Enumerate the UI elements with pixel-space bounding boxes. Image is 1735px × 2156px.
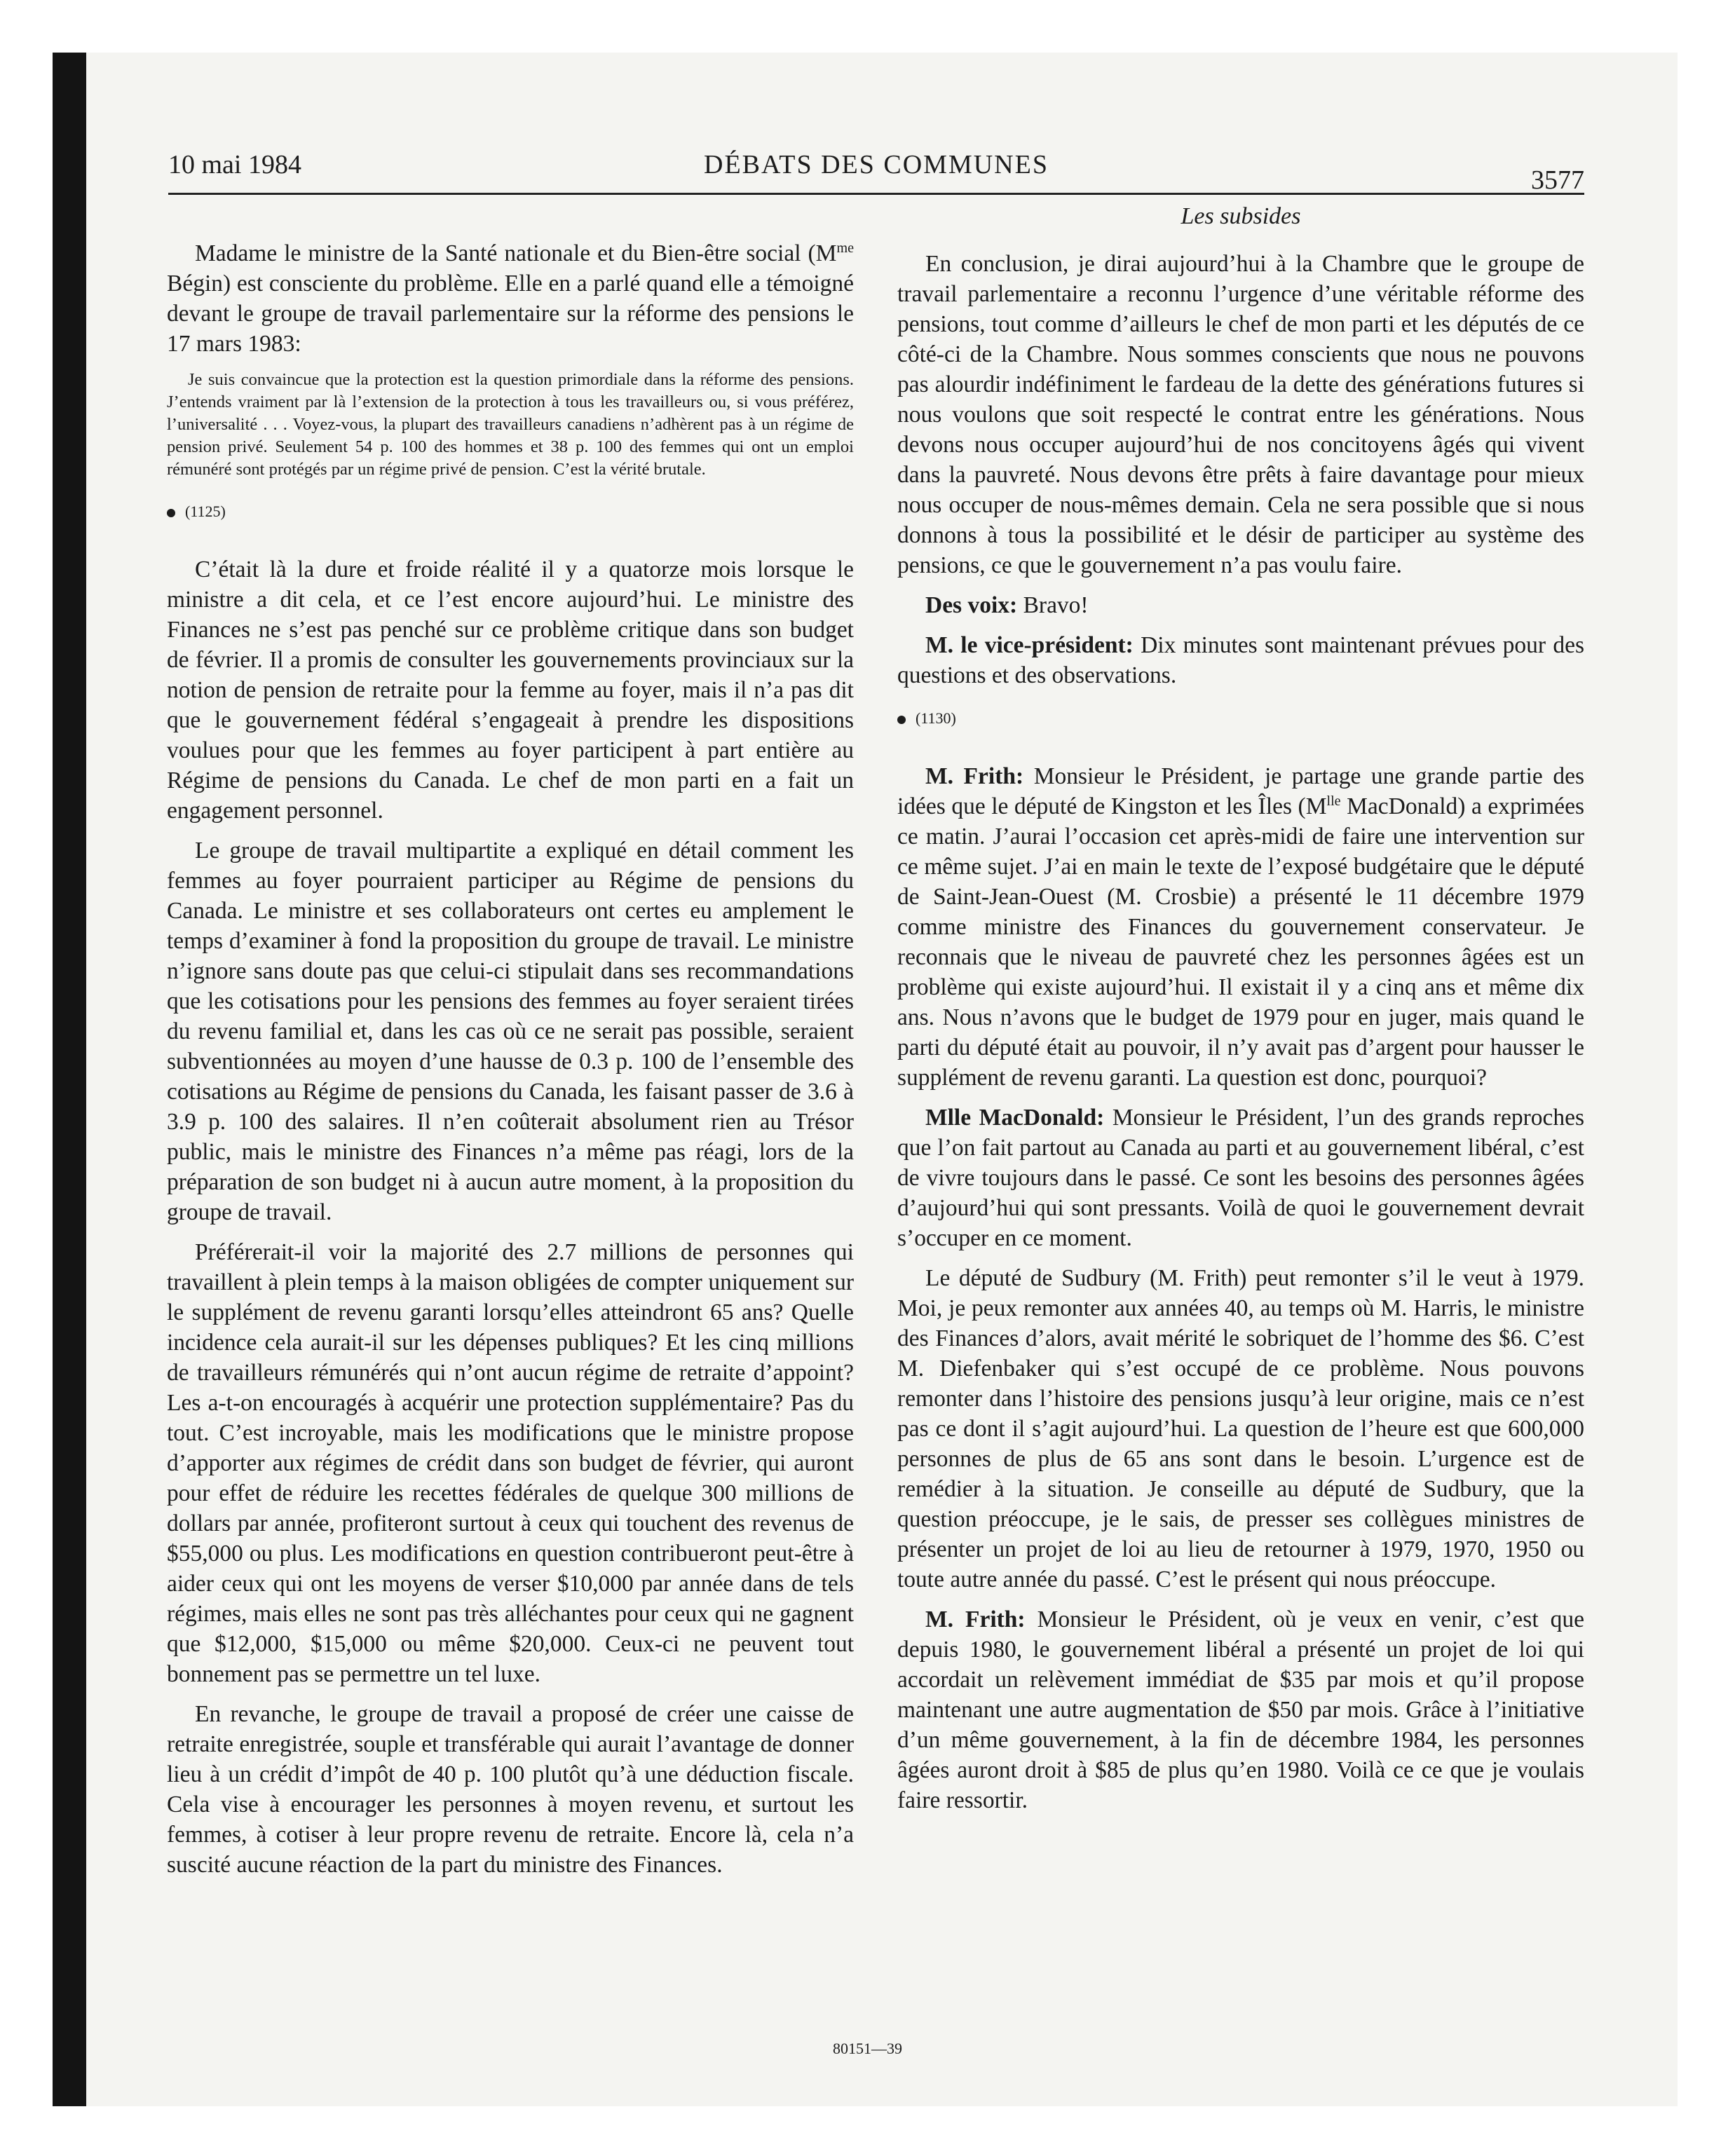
header-title: DÉBATS DES COMMUNES [704,150,1049,179]
speech-macdonald: Mlle MacDonald: Monsieur le Président, l’un des grands reproches que l’on fait partout au Canada au parti et au gouvernement libéral, c’est de vivre toujours dans le passé. Ce sont les besoins des personnes âgées d’aujourd’hui qui sont pressants. Voilà de quoi le gouvernement devrait s’occuper en ce moment. [897,1105,1584,1251]
paragraph: Madame le ministre de la Santé nationale et du Bien-être social ($M^{me}$ Bégin) est consciente du problème. Elle en a parlé quand elle a témoigné devant le groupe de travail parlementaire sur la réforme des pensions le 17 mars 1983: [167,240,854,357]
right-column [897,249,1584,1825]
speech-voices: Des voix: Bravo! [925,592,1089,618]
header-date: 10 mai 1984 [168,150,301,179]
speaker-name: M. Frith: [925,1606,1026,1632]
paragraph: Le groupe de travail multipartite a expliqué en détail comment les femmes au foyer pourraient participer au Régime de pensions du Canada. Le ministre et ses collaborateurs ont certes eu amplement le temps d’examiner à fond la proposition du groupe de travail. Le ministre n’ignore sans doute pas que celui-ci stipulait dans ses recommandations que les cotisations pour les pensions des femmes au foyer seraient tirées du revenu familial et, dans les cas où ce ne serait pas possible, seraient subventionnées au moyen d’une hausse de 0.3 p. 100 de l’ensemble des cotisations au Régime de pensions du Canada, les faisant passer de 3.6 à 3.9 p. 100 des salaires. Il n’en coûterait absolument rien au Trésor public, mais le ministre des Finances n’a même pas réagi, lors de la préparation de son budget ni à aucun autre moment, à la proposition du groupe de travail. [167,838,854,1225]
paragraph: En conclusion, je dirai aujourd’hui à la Chambre que le groupe de travail parlementaire a reconnu l’urgence d’une véritable réforme des pensions, tout comme d’ailleurs le chef de mon parti et les députés de ce côté-ci de la Chambre. Nous sommes conscients que nous ne pouvons pas alourdir indéfiniment le fardeau de la dette des générations futures si nous voulons que soit respecté le contrat entre les générations. Nous devons nous occuper aujourd’hui de nos concitoyens âgés qui vivent dans la pauvreté. Nous devons être prêts à faire davantage pour mieux nous occuper de nous-mêmes demain. Cela ne sera possible que si nous donnons à tous la possibilité et le désir de participer au système des pensions, ce que le gouvernement n’a pas voulu faire. [897,251,1584,578]
scan-edge [53,53,86,2106]
speaker-name: Des voix: [925,592,1018,618]
header-page-number: 3577 [1531,165,1584,195]
speaker-name: Mlle MacDonald: [925,1105,1105,1131]
paragraph: Le député de Sudbury (M. Frith) peut remonter s’il le veut à 1979. Moi, je peux remonter aux années 40, au temps où M. Harris, le ministre des Finances d’alors, avait mérité le sobriquet de l’homme des $6. C’est M. Diefenbaker qui s’est occupé de ce problème. Nous pouvons remonter dans l’histoire des pensions jusqu’à leur origine, mais ce n’est pas ce dont il s’agit aujourd’hui. La question de l’heure est que 600,000 personnes de plus de 65 ans sont dans le besoin. L’urgence est de remédier à la situation. Je conseille au député de Sudbury, que la question préoccupe, je le sais, de presser ses collègues ministres de présenter un projet de loi au lieu de retourner à 1979, 1970, 1950 ou toute autre année du passé. C’est le présent qui nous préoccupe. [897,1265,1584,1592]
speech-frith: M. Frith: Monsieur le Président, je partage une grande partie des idées que le député de Kingston et les Îles ($M^{lle}$ MacDonald) a exprimées ce matin. J’aurai l’occasion cet après-midi de faire une intervention sur ce même sujet. J’ai en main le texte de l’exposé budgétaire que le député de Saint-Jean-Ouest (M. Crosbie) a présenté le 11 décembre 1979 comme ministre des Finances du gouvernement conservateur. Je reconnais que le niveau de pauvreté chez les personnes âgées est un problème qui existe aujourd’hui. Il existait il y a cinq ans et même dix ans. Nous n’avons que le budget de 1979 pour en juger, mais quand le parti du député était au pouvoir, il n’y avait pas d’argent pour hausser le supplément de revenu garanti. La question est donc, pourquoi? [897,763,1584,1091]
paragraph: En revanche, le groupe de travail a proposé de créer une caisse de retraite enregistrée, souple et transférable qui aurait l’avantage de donner lieu à un crédit d’impôt de 40 p. 100 plutôt qu’à une déduction fiscale. Cela vise à encourager les personnes à moyen revenu, et surtout les femmes, à cotiser à leur propre revenu de retraite. Encore là, cela n’a suscité aucune réaction de la part du ministre des Finances. [167,1701,854,1878]
section-subhead: Les subsides [1181,203,1301,229]
paragraph: C’était là la dure et froide réalité il y a quatorze mois lorsque le ministre a dit cela, et ce l’est encore aujourd’hui. Le ministre des Finances ne s’est pas penché sur ce problème critique dans son budget de février. Il a promis de consulter les gouvernements provinciaux sur la notion de pension de retraite pour la femme au foyer, mais il n’a pas dit que le gouvernement fédéral s’engageait à prendre les dispositions voulues pour que les femmes au foyer participent à part entière au Régime de pensions du Canada. Le chef de mon parti en a fait un engagement personnel. [167,557,854,824]
page-footer: 80151—39 [833,2040,902,2057]
block-quote: Je suis convaincue que la protection est la question primordiale dans la réforme des pensions. J’entends vraiment par là l’extension de la protection à tous les travailleurs ou, si vous préférez, l’universalité . . . Voyez-vous, la plupart des travailleurs canadiens n’adhèrent pas à un régime de pension privé. Seulement 54 p. 100 des hommes et 38 p. 100 des femmes qui ont un emploi rémunéré sont protégés par un régime privé de pension. C’est la vérité brutale. [167,370,854,479]
time-marker: (1125) [167,496,854,526]
bullet-icon [897,716,906,724]
speech-vice-president: M. le vice-président: Dix minutes sont maintenant prévues pour des questions et des observations. [897,632,1584,688]
speech-frith: M. Frith: Monsieur le Président, où je veux en venir, c’est que depuis 1980, le gouvernement libéral a présenté un projet de loi qui accordait un relèvement immédiat de $35 par mois et qu’il propose maintenant une autre augmentation de $50 par mois. Grâce à l’initiative d’un même gouvernement, à la fin de décembre 1984, les personnes âgées auront droit à $85 de plus qu’en 1980. Voilà ce ce que je voulais faire ressortir. [897,1606,1584,1813]
time-marker: (1130) [897,703,1584,733]
speaker-name: M. le vice-président: [925,632,1134,658]
paragraph: Préférerait-il voir la majorité des 2.7 millions de personnes qui travaillent à plein temps à la maison obligées de compter uniquement sur le supplément de revenu garanti lorsqu’elles atteindront 65 ans? Quelle incidence cela aurait-il sur les dépenses publiques? Et les cinq millions de travailleurs rémunérés qui n’ont aucun régime de retraite d’appoint? Les a-t-on encouragés à acquérir une protection supplémentaire? Pas du tout. C’est incroyable, mais les modifications que le ministre propose d’apporter aux régimes de crédit dans son budget de février, qui auront pour effet de réduire les recettes fédérales de quelque 300 millions de dollars par année, profiteront surtout à ceux qui touchent des revenus de $55,000 ou plus. Les modifications en question contribueront peut-être à aider ceux qui ont les moyens de verser $10,000 par année dans de tels régimes, mais elles ne sont pas très alléchantes pour ceux qui ne gagnent que $12,000, $15,000 ou même $20,000. Ceux-ci ne peuvent tout bonnement pas se permettre un tel luxe. [167,1239,854,1687]
left-column [167,238,854,1890]
bullet-icon [167,509,175,517]
page-header [168,144,1584,195]
speaker-name: M. Frith: [925,763,1024,789]
